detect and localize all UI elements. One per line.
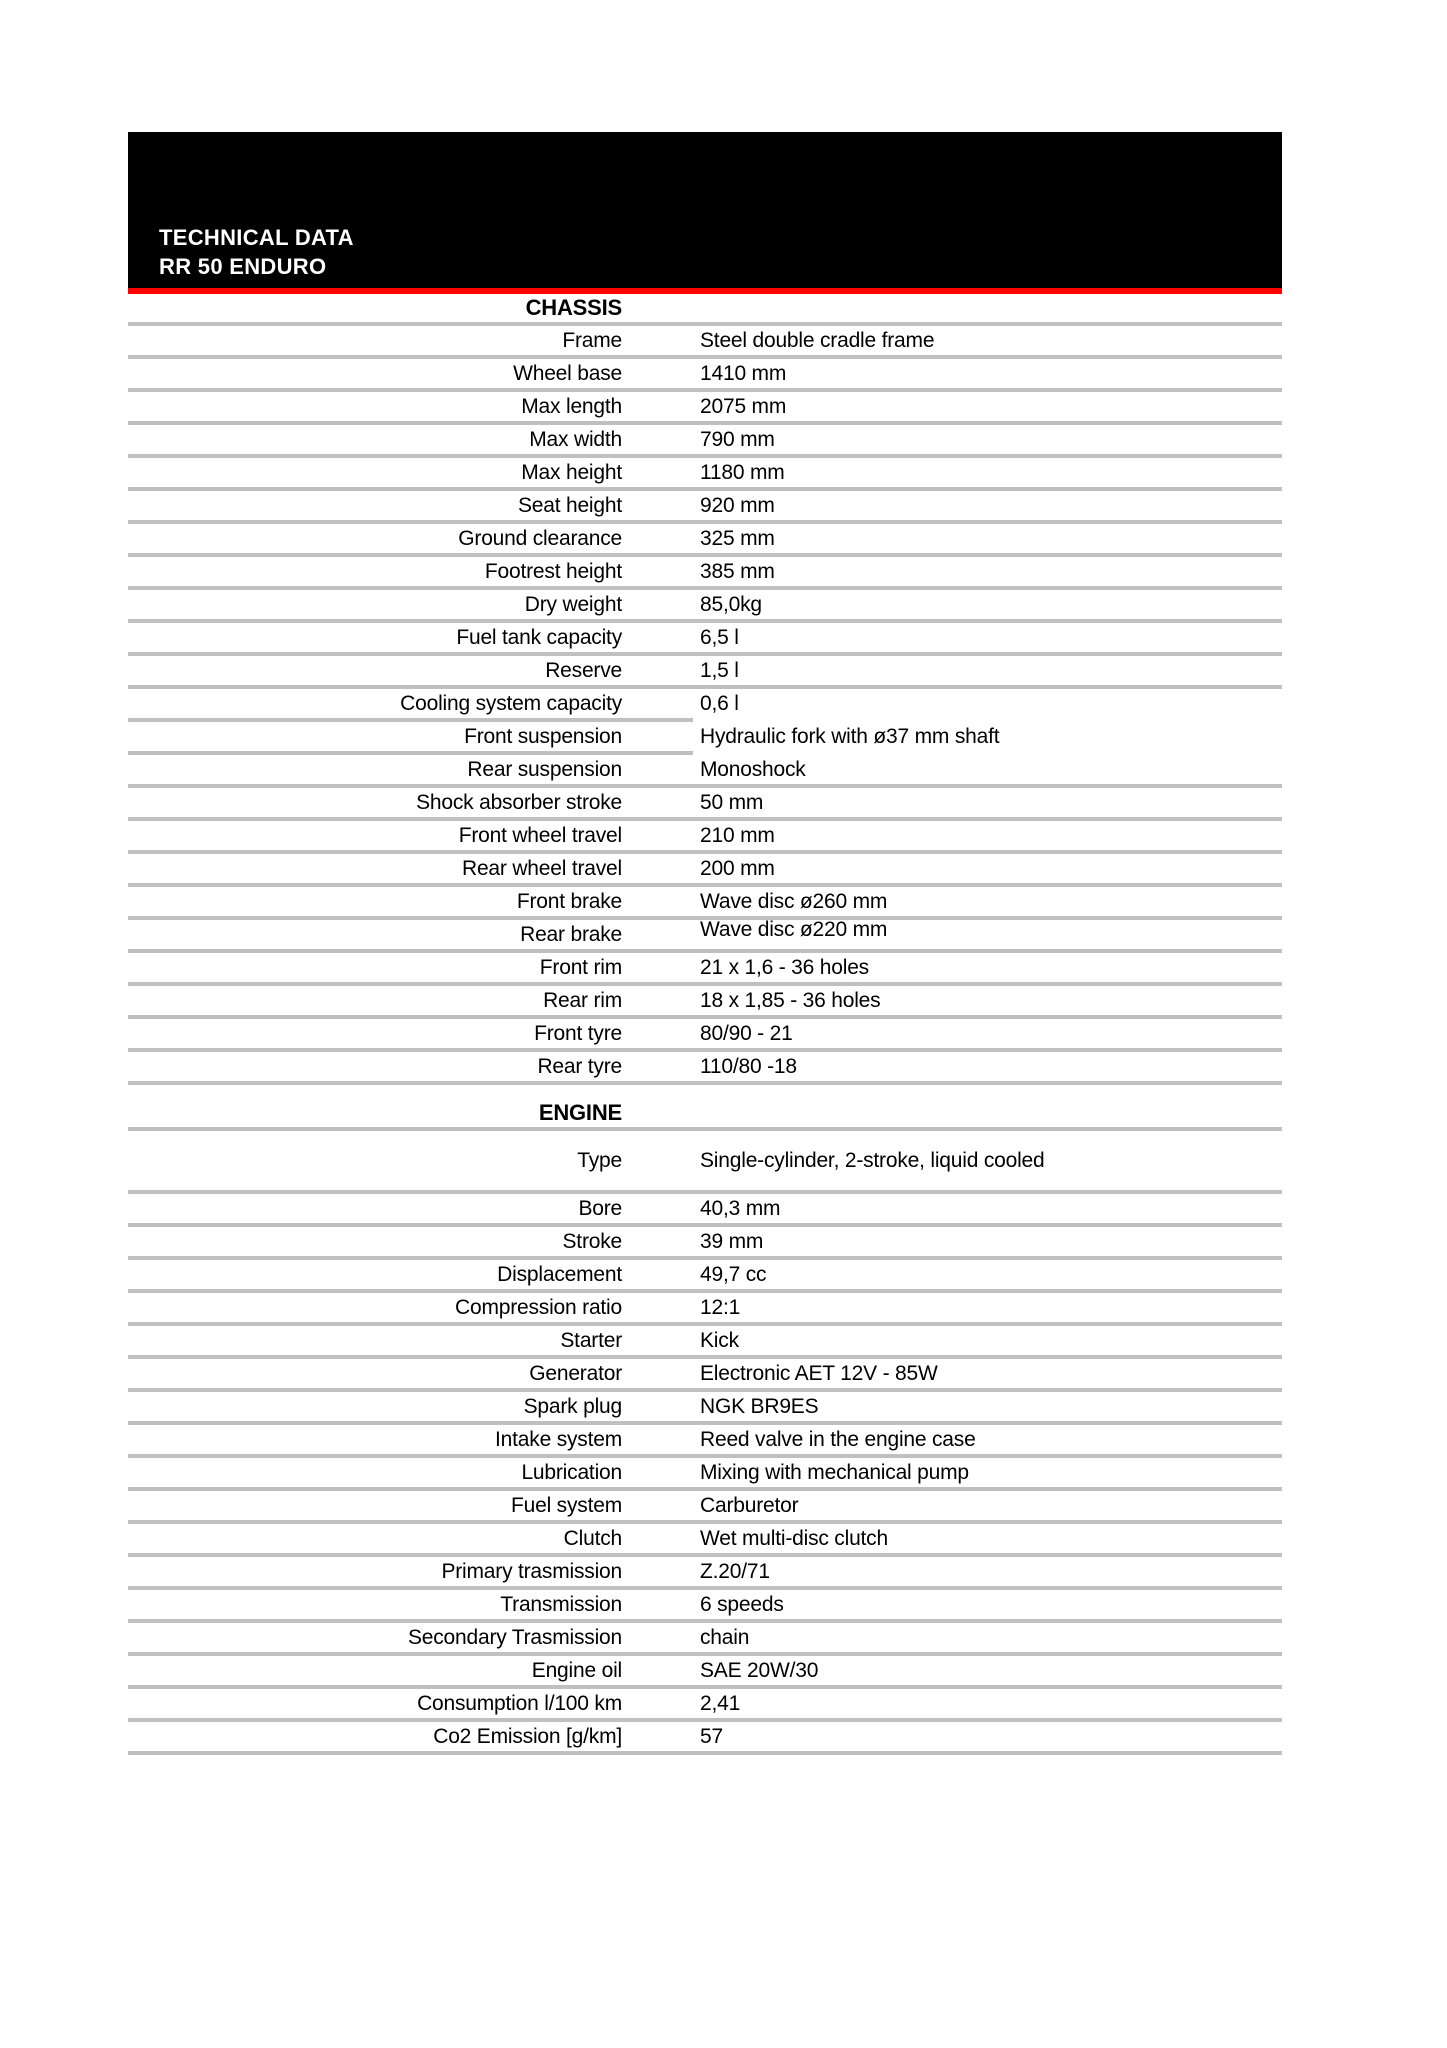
- spec-label: Rear brake: [520, 922, 622, 946]
- spec-value: 18 x 1,85 - 36 holes: [700, 988, 881, 1012]
- table-row: [128, 1689, 1282, 1722]
- spec-label: Wheel base: [513, 361, 622, 385]
- spec-value: Reed valve in the engine case: [700, 1427, 976, 1451]
- section-header-engine: [128, 1099, 1282, 1131]
- spec-label: Consumption l/100 km: [417, 1691, 622, 1715]
- model-title: RR 50 ENDURO: [159, 254, 327, 279]
- spec-label: Front wheel travel: [458, 823, 622, 847]
- spec-value: 200 mm: [700, 856, 775, 880]
- spec-label: Bore: [578, 1196, 622, 1220]
- table-row: [128, 1491, 1282, 1524]
- spec-label: Shock absorber stroke: [416, 790, 622, 814]
- spec-label: Footrest height: [484, 559, 622, 583]
- table-row: [128, 1293, 1282, 1326]
- table-row: [128, 1131, 1282, 1194]
- spec-value: 1410 mm: [700, 361, 787, 385]
- spec-label: Engine oil: [531, 1658, 622, 1682]
- section-title: CHASSIS: [525, 295, 622, 320]
- spec-value: 110/80 -18: [700, 1054, 797, 1078]
- spec-value: NGK BR9ES: [700, 1394, 819, 1418]
- spec-label: Generator: [529, 1361, 622, 1385]
- spec-label: Stroke: [562, 1229, 622, 1253]
- table-row: [128, 788, 1282, 821]
- table-row: [128, 1392, 1282, 1425]
- spec-value: 80/90 - 21: [700, 1021, 793, 1045]
- spec-label: Fuel tank capacity: [456, 625, 622, 649]
- table-row: [128, 854, 1282, 887]
- table-row: [128, 1623, 1282, 1656]
- table-row: [128, 1557, 1282, 1590]
- spec-label: Lubrication: [521, 1460, 622, 1484]
- spec-label: Rear tyre: [537, 1054, 622, 1078]
- table-row: [128, 1590, 1282, 1623]
- spec-value: 920 mm: [700, 493, 775, 517]
- spec-label: Starter: [560, 1328, 622, 1352]
- spec-value: 6 speeds: [700, 1592, 784, 1616]
- spec-label: Co2 Emission [g/km]: [433, 1724, 622, 1748]
- table-row: [128, 1227, 1282, 1260]
- spec-label: Compression ratio: [455, 1295, 622, 1319]
- table-row: [128, 1722, 1282, 1755]
- table-row: [128, 326, 1282, 359]
- table-row: [128, 1052, 1282, 1085]
- table-row: [128, 887, 1282, 920]
- table-row: [128, 656, 1282, 689]
- spec-label: Max height: [521, 460, 622, 484]
- spec-value: 57: [700, 1724, 723, 1748]
- spec-label: Transmission: [500, 1592, 622, 1616]
- spec-table: [128, 294, 1282, 1755]
- spec-value: 21 x 1,6 - 36 holes: [700, 955, 869, 979]
- spec-label: Spark plug: [523, 1394, 622, 1418]
- table-row: [128, 590, 1282, 623]
- table-row: [128, 458, 1282, 491]
- masthead: [128, 132, 1282, 288]
- spec-value: 2075 mm: [700, 394, 787, 418]
- section-gap: [128, 1085, 1282, 1099]
- spec-value: 6,5 l: [700, 625, 739, 649]
- section-title: ENGINE: [538, 1100, 622, 1125]
- spec-label: Front brake: [516, 889, 622, 913]
- spec-value: Electronic AET 12V - 85W: [700, 1361, 938, 1385]
- document-page: [128, 132, 1282, 1755]
- spec-value: SAE 20W/30: [700, 1658, 819, 1682]
- spec-label: Type: [577, 1148, 622, 1172]
- spec-value: Z.20/71: [700, 1559, 770, 1583]
- spec-value: 40,3 mm: [700, 1196, 781, 1220]
- spec-value: 0,6 l: [700, 691, 739, 715]
- table-row: [128, 1019, 1282, 1052]
- spec-label: Rear suspension: [467, 757, 622, 781]
- table-row: [128, 1194, 1282, 1227]
- spec-label: Dry weight: [524, 592, 622, 616]
- spec-label: Cooling system capacity: [400, 691, 622, 715]
- table-row: [128, 359, 1282, 392]
- spec-value: Kick: [700, 1328, 739, 1352]
- table-row: [128, 917, 1282, 953]
- spec-value: Wave disc ø260 mm: [700, 889, 888, 913]
- spec-value: 49,7 cc: [700, 1262, 767, 1286]
- table-row: [128, 557, 1282, 590]
- spec-value: 385 mm: [700, 559, 775, 583]
- table-row: [128, 1326, 1282, 1359]
- spec-label: Max length: [521, 394, 622, 418]
- table-row: [128, 1425, 1282, 1458]
- spec-value: Monoshock: [700, 757, 806, 781]
- spec-value: 50 mm: [700, 790, 764, 814]
- table-row: [128, 1524, 1282, 1557]
- table-row: [128, 953, 1282, 986]
- spec-label: Rear wheel travel: [461, 856, 622, 880]
- spec-label: Intake system: [495, 1427, 622, 1451]
- table-row: [128, 1359, 1282, 1392]
- table-row: [128, 986, 1282, 1019]
- table-row: [128, 623, 1282, 656]
- spec-value: 12:1: [700, 1295, 741, 1319]
- spec-label: Frame: [562, 328, 622, 352]
- spec-label: Front rim: [539, 955, 622, 979]
- table-row: [128, 491, 1282, 524]
- spec-value: 790 mm: [700, 427, 775, 451]
- spec-value: Steel double cradle frame: [700, 328, 935, 352]
- table-row: [128, 1656, 1282, 1689]
- table-row: [128, 524, 1282, 557]
- table-row: [128, 425, 1282, 458]
- page-title: TECHNICAL DATA: [159, 225, 354, 250]
- table-row: [128, 722, 1282, 755]
- spec-label: Secondary Trasmission: [407, 1625, 622, 1649]
- table-row: [128, 392, 1282, 425]
- spec-value: 1,5 l: [700, 658, 739, 682]
- spec-label: Displacement: [497, 1262, 622, 1286]
- spec-value: Mixing with mechanical pump: [700, 1460, 969, 1484]
- spec-label: Primary trasmission: [441, 1559, 622, 1583]
- spec-value: 2,41: [700, 1691, 741, 1715]
- spec-value: 1180 mm: [700, 460, 785, 484]
- spec-label: Rear rim: [543, 988, 622, 1012]
- table-row: [128, 1458, 1282, 1491]
- spec-label: Front suspension: [464, 724, 622, 748]
- spec-value: Wet multi-disc clutch: [700, 1526, 888, 1550]
- section-header-chassis: [128, 294, 1282, 326]
- spec-value: Hydraulic fork with ø37 mm shaft: [700, 724, 1000, 748]
- spec-value: Carburetor: [700, 1493, 799, 1517]
- table-row: [128, 821, 1282, 854]
- spec-label: Front tyre: [534, 1021, 622, 1045]
- spec-label: Ground clearance: [458, 526, 622, 550]
- spec-value: 325 mm: [700, 526, 775, 550]
- spec-value: Single-cylinder, 2-stroke, liquid cooled: [700, 1148, 1045, 1172]
- table-row: [128, 689, 1282, 722]
- spec-value: chain: [700, 1625, 750, 1649]
- table-row: [128, 1260, 1282, 1293]
- spec-value: 210 mm: [700, 823, 775, 847]
- spec-value: Wave disc ø220 mm: [700, 917, 888, 941]
- spec-label: Seat height: [517, 493, 622, 517]
- spec-value: 39 mm: [700, 1229, 764, 1253]
- spec-label: Clutch: [563, 1526, 622, 1550]
- spec-label: Fuel system: [511, 1493, 622, 1517]
- spec-label: Max width: [529, 427, 622, 451]
- spec-value: 85,0kg: [700, 592, 762, 616]
- table-row: [128, 755, 1282, 788]
- spec-label: Reserve: [545, 658, 622, 682]
